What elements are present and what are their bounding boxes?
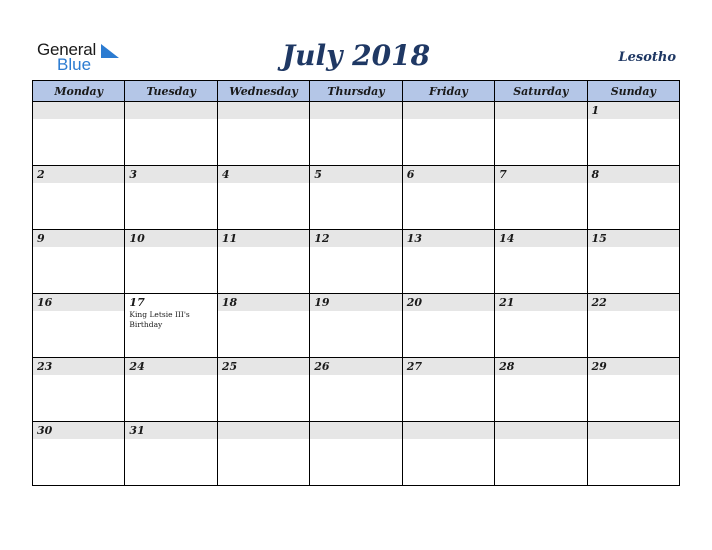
day-number: 12 — [314, 232, 330, 245]
day-number: 17 — [129, 296, 145, 309]
day-number-strip — [495, 166, 586, 183]
day-cell — [217, 102, 309, 166]
day-number-strip — [310, 230, 401, 247]
day-number: 22 — [591, 296, 607, 309]
day-number-strip — [588, 166, 679, 183]
day-number: 2 — [37, 168, 45, 181]
day-cell — [33, 422, 125, 486]
day-number: 3 — [129, 168, 138, 181]
day-cell — [495, 358, 587, 422]
day-number-strip — [125, 102, 216, 119]
day-number-strip — [403, 230, 494, 247]
day-number-strip — [310, 358, 401, 375]
day-cell — [495, 102, 587, 166]
day-number-strip — [33, 230, 124, 247]
day-cell — [587, 294, 679, 358]
day-number-strip — [403, 166, 494, 183]
day-cell — [495, 230, 587, 294]
day-number: 6 — [406, 168, 415, 181]
day-number: 7 — [499, 168, 507, 181]
day-cell — [402, 358, 494, 422]
weekday-header: Sunday — [587, 81, 679, 102]
day-number-strip — [218, 422, 309, 439]
day-number: 31 — [129, 424, 145, 437]
weekday-header: Thursday — [310, 81, 402, 102]
day-cell — [587, 102, 679, 166]
day-number: 4 — [221, 168, 230, 181]
day-number-strip — [218, 102, 309, 119]
calendar-body — [33, 102, 680, 486]
day-cell — [587, 230, 679, 294]
day-number-strip — [403, 294, 494, 311]
day-number: 24 — [129, 360, 145, 373]
day-cell — [402, 422, 494, 486]
day-number: 15 — [591, 232, 607, 245]
day-number: 23 — [37, 360, 53, 373]
day-cell — [402, 102, 494, 166]
day-cell — [310, 230, 402, 294]
day-cell — [587, 166, 679, 230]
week-row — [33, 358, 680, 422]
week-row — [33, 166, 680, 230]
day-cell — [402, 166, 494, 230]
country-label: Lesotho — [618, 50, 676, 65]
day-cell — [33, 230, 125, 294]
day-number-strip — [588, 358, 679, 375]
day-number-strip — [125, 422, 216, 439]
day-number: 27 — [406, 360, 422, 373]
day-number: 19 — [314, 296, 330, 309]
day-cell — [217, 230, 309, 294]
week-row — [33, 294, 680, 358]
week-row — [33, 422, 680, 486]
weekday-header-row — [33, 81, 680, 102]
day-number-strip — [310, 166, 401, 183]
day-number-strip — [588, 422, 679, 439]
weekday-header: Wednesday — [217, 81, 309, 102]
day-cell — [310, 358, 402, 422]
day-number-strip — [588, 102, 679, 119]
day-number-strip — [403, 102, 494, 119]
day-cell — [495, 166, 587, 230]
day-cell — [587, 358, 679, 422]
day-cell — [125, 166, 217, 230]
day-number: 28 — [499, 360, 515, 373]
day-cell — [217, 166, 309, 230]
day-cell — [217, 358, 309, 422]
weekday-header: Monday — [33, 81, 125, 102]
weekday-header: Tuesday — [125, 81, 217, 102]
day-number-strip — [495, 102, 586, 119]
day-number-strip — [33, 358, 124, 375]
day-number: 9 — [37, 232, 45, 245]
day-cell — [33, 166, 125, 230]
day-cell — [495, 422, 587, 486]
day-number-strip — [218, 230, 309, 247]
day-number-strip — [33, 166, 124, 183]
day-number: 10 — [129, 232, 145, 245]
day-number-strip — [33, 294, 124, 311]
day-number: 18 — [221, 296, 238, 309]
day-number-strip — [33, 102, 124, 119]
day-number: 14 — [499, 232, 515, 245]
day-number: 21 — [499, 296, 515, 309]
day-number-strip — [218, 294, 309, 311]
day-cell — [125, 294, 217, 358]
day-cell — [310, 166, 402, 230]
day-cell — [587, 422, 679, 486]
day-number-strip — [125, 230, 216, 247]
day-cell — [33, 358, 125, 422]
day-number: 11 — [221, 232, 238, 245]
day-number: 1 — [591, 104, 600, 117]
day-cell — [495, 294, 587, 358]
day-cell — [125, 230, 217, 294]
day-number-strip — [125, 294, 216, 311]
day-cell — [310, 294, 402, 358]
day-number-strip — [403, 422, 494, 439]
day-cell — [125, 102, 217, 166]
day-number: 29 — [591, 360, 607, 373]
day-number: 20 — [406, 296, 422, 309]
day-cell — [217, 294, 309, 358]
day-cell — [217, 422, 309, 486]
day-number: 16 — [37, 296, 53, 309]
weekday-header: Friday — [402, 81, 494, 102]
day-number: 26 — [314, 360, 330, 373]
day-cell — [33, 294, 125, 358]
day-number-strip — [33, 422, 124, 439]
weekday-header: Saturday — [495, 81, 587, 102]
day-number-strip — [588, 230, 679, 247]
day-number-strip — [495, 358, 586, 375]
day-number-strip — [495, 422, 586, 439]
calendar-grid — [32, 80, 680, 486]
day-number-strip — [495, 294, 586, 311]
week-row — [33, 230, 680, 294]
day-cell — [125, 422, 217, 486]
day-cell — [125, 358, 217, 422]
week-row — [33, 102, 680, 166]
holiday-label: King Letsie III's Birthday — [129, 310, 190, 329]
day-number-strip — [495, 230, 586, 247]
day-number-strip — [125, 358, 216, 375]
day-cell — [402, 230, 494, 294]
day-number-strip — [218, 166, 309, 183]
logo-text-blue: Blue — [57, 55, 92, 74]
day-number-strip — [125, 166, 216, 183]
day-number: 25 — [221, 360, 238, 373]
day-number: 8 — [591, 168, 600, 181]
day-cell — [310, 422, 402, 486]
day-number-strip — [310, 102, 401, 119]
calendar-title: July 2018 — [281, 39, 431, 72]
day-number-strip — [310, 294, 401, 311]
day-number-strip — [588, 294, 679, 311]
day-cell — [33, 102, 125, 166]
day-number-strip — [218, 358, 309, 375]
day-cell — [310, 102, 402, 166]
logo-text-general: General — [37, 40, 97, 59]
day-number: 30 — [37, 424, 53, 437]
day-number-strip — [403, 358, 494, 375]
day-cell — [402, 294, 494, 358]
day-number: 5 — [314, 168, 322, 181]
day-number: 13 — [406, 232, 422, 245]
day-number-strip — [310, 422, 401, 439]
